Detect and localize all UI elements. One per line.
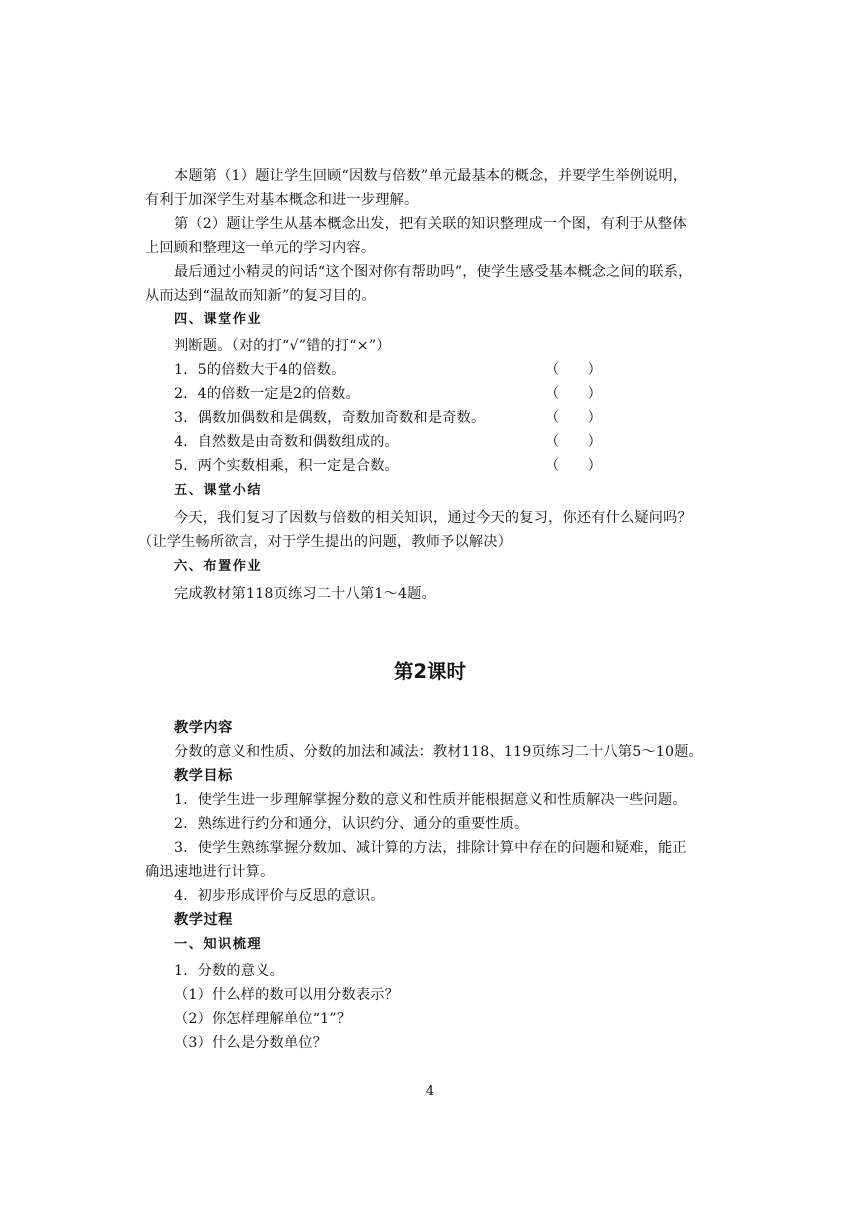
goals-heading: 教学目标 — [174, 768, 233, 784]
homework-heading: 四、课堂作业 — [174, 312, 263, 327]
homework-intro: 判断题。（对的打“√”错的打“×”） — [174, 338, 391, 354]
review-question: （2）你怎样理解单位“1”？ — [174, 1011, 352, 1027]
assignment-text: 完成教材第118页练习二十八第1～4题。 — [174, 586, 436, 602]
paragraph-line: 本题第（1）题让学生回顾“因数与倍数”单元最基本的概念，并要学生举例说明， — [174, 168, 688, 184]
review-item: 1．分数的意义。 — [174, 963, 284, 979]
review-question: （3）什么是分数单位？ — [174, 1035, 328, 1051]
goal-item: 2．熟练进行约分和通分，认识约分、通分的重要性质。 — [174, 816, 529, 832]
answer-blank: （ ） — [545, 458, 602, 474]
paragraph-line: 有利于加深学生对基本概念和进一步理解。 — [145, 192, 419, 208]
answer-blank: （ ） — [545, 434, 602, 450]
summary-line: （让学生畅所欲言，对于学生提出的问题，教师予以解决） — [138, 534, 513, 550]
homework-item-2: 2．4的倍数一定是2的倍数。 — [174, 386, 360, 402]
homework-item-4: 4．自然数是由奇数和偶数组成的。 — [174, 434, 400, 450]
content-heading: 教学内容 — [174, 720, 233, 736]
answer-blank: （ ） — [545, 410, 602, 426]
homework-item-3: 3．偶数加偶数和是偶数，奇数加奇数和是奇数。 — [174, 410, 486, 426]
answer-blank: （ ） — [545, 386, 602, 402]
page-number: 4 — [425, 1084, 435, 1099]
lesson-title: 第2课时 — [393, 660, 467, 683]
goal-item-continued: 确迅速地进行计算。 — [145, 864, 275, 880]
paragraph-line: 第（2）题让学生从基本概念出发，把有关联的知识整理成一个图，有利于从整体 — [174, 216, 687, 232]
review-question: （1）什么样的数可以用分数表示？ — [174, 987, 400, 1003]
paragraph-line: 最后通过小精灵的问话“这个图对你有帮助吗”，使学生感受基本概念之间的联系， — [174, 264, 693, 280]
summary-heading: 五、课堂小结 — [174, 483, 263, 498]
answer-blank: （ ） — [545, 362, 602, 378]
review-heading: 一、知识梳理 — [174, 937, 263, 952]
goal-item: 4．初步形成评价与反思的意识。 — [174, 888, 385, 904]
summary-line: 今天，我们复习了因数与倍数的相关知识，通过今天的复习，你还有什么疑问吗？ — [174, 510, 692, 526]
homework-item-1: 1．5的倍数大于4的倍数。 — [174, 362, 346, 378]
paragraph-line: 上回顾和整理这一单元的学习内容。 — [145, 240, 376, 256]
goal-item: 1．使学生进一步理解掌握分数的意义和性质并能根据意义和性质解决一些问题。 — [174, 792, 687, 808]
paragraph-line: 从而达到“温故而知新”的复习目的。 — [145, 288, 376, 304]
assignment-heading: 六、布置作业 — [174, 559, 263, 574]
content-text: 分数的意义和性质、分数的加法和减法：教材118、119页练习二十八第5～10题。 — [174, 744, 704, 760]
process-heading: 教学过程 — [174, 912, 233, 928]
homework-item-5: 5．两个实数相乘，积一定是合数。 — [174, 458, 400, 474]
goal-item: 3．使学生熟练掌握分数加、减计算的方法，排除计算中存在的问题和疑难，能正 — [174, 840, 687, 856]
